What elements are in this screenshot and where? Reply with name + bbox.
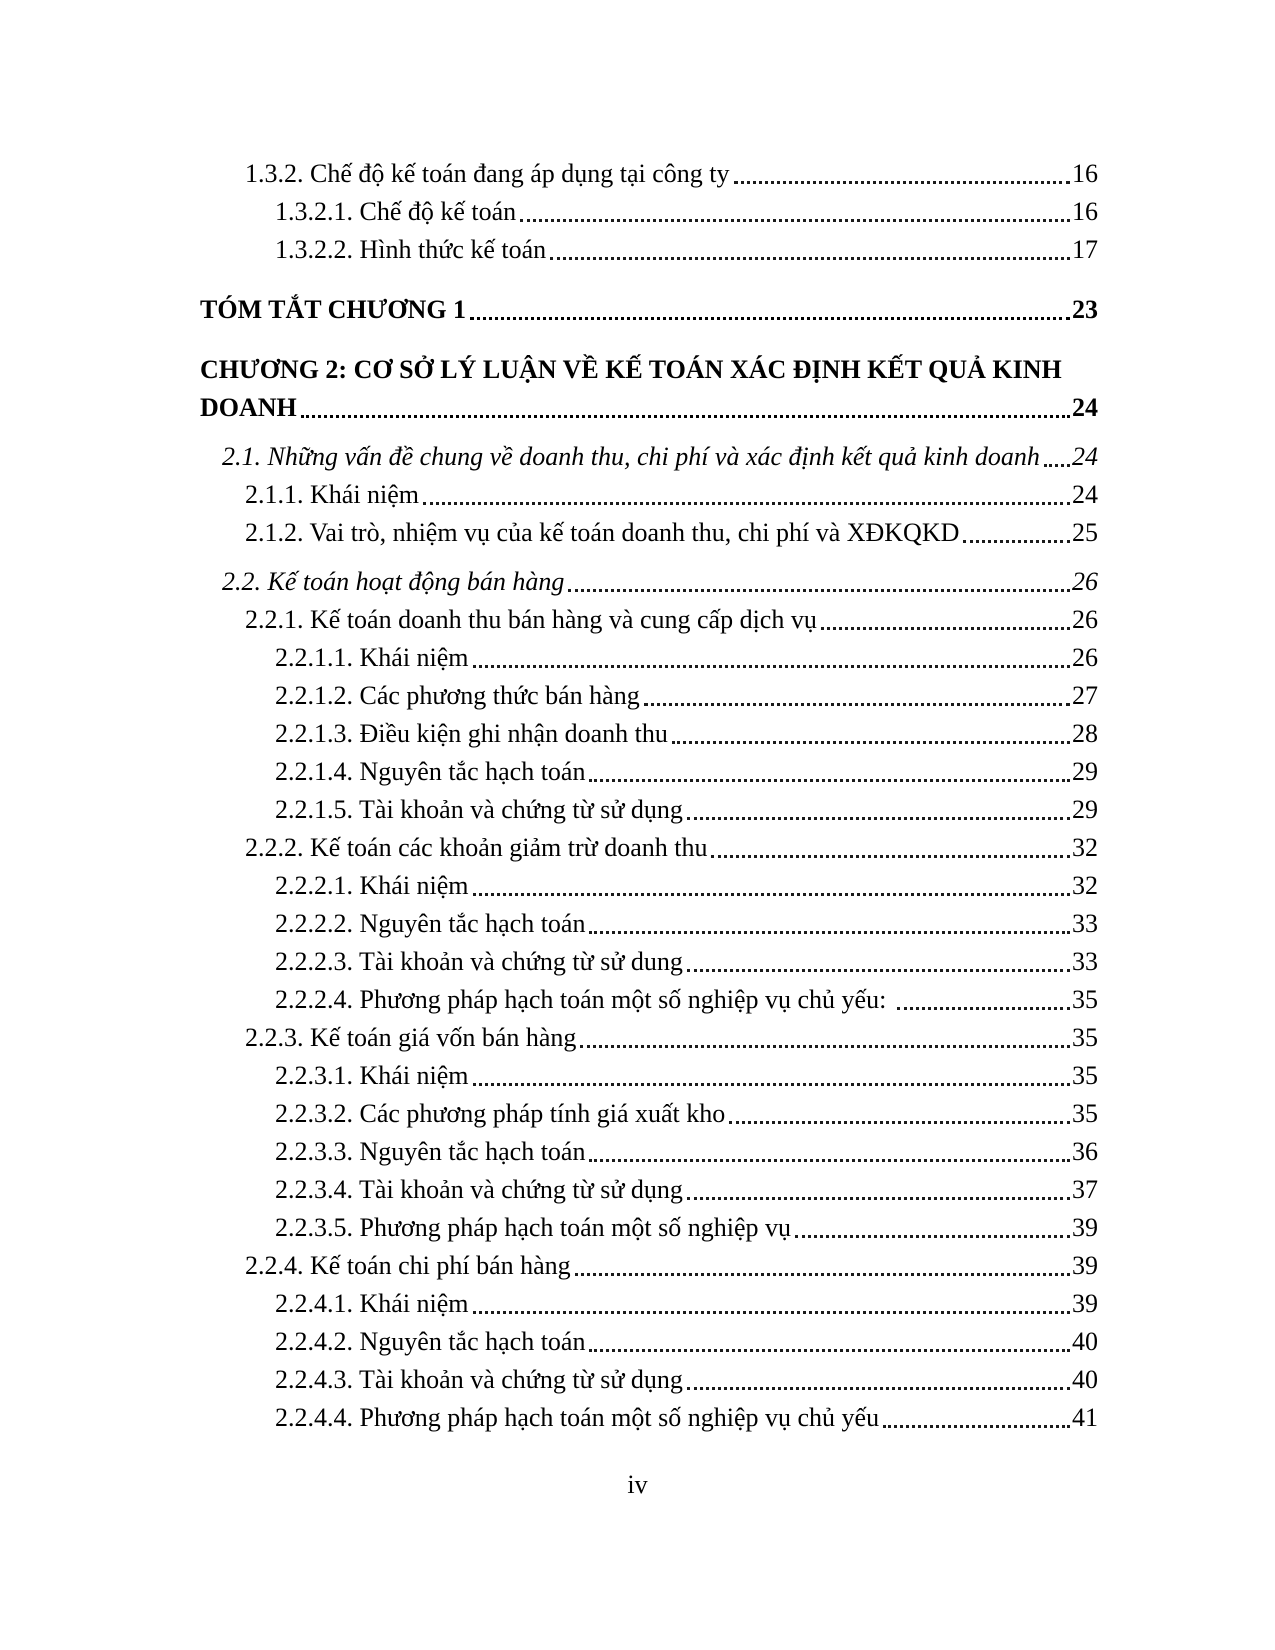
toc-page-number: 32 [1072,833,1098,862]
toc-entry-text: 2.2.4. Kế toán chi phí bán hàng [245,1251,571,1280]
toc-page-number: 24 [1072,393,1098,422]
toc-entry-text: 2.2.3. Kế toán giá vốn bán hàng [245,1023,577,1052]
toc-entry-text: 1.3.2.2. Hình thức kế toán [275,235,547,264]
dot-leader [589,1159,1070,1162]
dot-leader [473,893,1070,896]
toc-page-number: 23 [1072,295,1098,324]
toc-entry-text: 2.2.2.1. Khái niệm [275,871,469,900]
toc-page-number: 35 [1072,1023,1098,1052]
toc-entry [200,1019,1098,1057]
toc-entry [200,291,1098,329]
toc-page-number: 16 [1072,197,1098,226]
dot-leader [470,317,1070,320]
toc-entry [200,1247,1098,1285]
toc-entry-text: 2.2.3.5. Phương pháp hạch toán một số nghiệp vụ [275,1213,792,1242]
toc-page-number: 24 [1072,442,1098,471]
toc-entry-text: 2.1.2. Vai trò, nhiệm vụ của kế toán doanh thu, chi phí và XĐKQKD [245,518,960,547]
dot-leader [687,969,1070,972]
dot-leader [729,1121,1070,1124]
toc-page-number: 35 [1072,985,1098,1014]
toc-page-number: 26 [1072,567,1098,596]
toc-entry [200,231,1098,269]
toc-entry [200,438,1098,476]
toc-page-number: 27 [1072,681,1098,710]
toc-entry [200,829,1098,867]
toc-entry-text: 2.2.1.1. Khái niệm [275,643,469,672]
toc-entry [200,514,1098,552]
toc-entry [200,981,1098,1019]
toc-page-number: 39 [1072,1289,1098,1318]
toc-page-number: 29 [1072,795,1098,824]
toc-entry [200,193,1098,231]
toc-page-number: 26 [1072,605,1098,634]
toc-entry [200,1095,1098,1133]
dot-leader [734,181,1070,184]
toc-page-number: 40 [1072,1327,1098,1356]
dot-leader [795,1235,1070,1238]
dot-leader [883,1425,1070,1428]
toc-entry-text: 2.2.3.3. Nguyên tắc hạch toán [275,1137,586,1166]
dot-leader [589,779,1070,782]
toc-page-number: 25 [1072,518,1098,547]
toc-entry [200,1361,1098,1399]
toc-entry-text: 2.1.1. Khái niệm [245,480,420,509]
toc-entry-text: 2.2.4.1. Khái niệm [275,1289,469,1318]
dot-leader [423,502,1070,505]
page-number-footer: iv [627,1470,648,1499]
dot-leader [473,1083,1070,1086]
toc-entry-text: 2.2.1.3. Điều kiện ghi nhận doanh thu [275,719,668,748]
toc-entry [200,563,1098,601]
toc-entry-text: 2.2.2.4. Phương pháp hạch toán một số nghiệp vụ chủ yếu: [275,985,893,1014]
dot-leader [644,703,1070,706]
toc-entry [200,155,1098,193]
toc-entry-text: 1.3.2.1. Chế độ kế toán [275,197,517,226]
dot-leader [1044,464,1070,467]
dot-leader [520,219,1070,222]
toc-entry-text: 1.3.2. Chế độ kế toán đang áp dụng tại công ty [245,159,730,188]
toc-entry-text: 2.2.2.3. Tài khoản và chứng từ sử dung [275,947,683,976]
toc-entry-text: DOANH [200,393,297,422]
toc-entry [200,677,1098,715]
toc-entry-text: 2.2.4.3. Tài khoản và chứng từ sử dụng [275,1365,683,1394]
toc-page-number: 35 [1072,1099,1098,1128]
toc-page-number: 33 [1072,909,1098,938]
toc-entry-text: 2.2.1.5. Tài khoản và chứng từ sử dụng [275,795,683,824]
toc-entry-text: 2.2.3.2. Các phương pháp tính giá xuất kho [275,1099,726,1128]
toc-entry-text: 2.2.4.4. Phương pháp hạch toán một số nghiệp vụ chủ yếu [275,1403,880,1432]
dot-leader [568,589,1070,592]
dot-leader [575,1273,1070,1276]
toc-entry [200,1133,1098,1171]
toc-list [200,155,1098,1437]
toc-entry-text: 2.2.1.4. Nguyên tắc hạch toán [275,757,586,786]
toc-page-number: 39 [1072,1251,1098,1280]
dot-leader [897,1007,1070,1010]
dot-leader [580,1045,1070,1048]
dot-leader [687,817,1070,820]
toc-entry [200,1057,1098,1095]
toc-page-number: 33 [1072,947,1098,976]
dot-leader [687,1387,1070,1390]
toc-page-number: 40 [1072,1365,1098,1394]
dot-leader [473,1311,1070,1314]
toc-entry [200,1323,1098,1361]
toc-entry-text: 2.2.2.2. Nguyên tắc hạch toán [275,909,586,938]
toc-entry [200,476,1098,514]
toc-entry-text: 2.2.3.4. Tài khoản và chứng từ sử dụng [275,1175,683,1204]
toc-entry-text: 2.2. Kế toán hoạt động bán hàng [222,567,565,596]
toc-page-number: 35 [1072,1061,1098,1090]
toc-entry [200,791,1098,829]
toc-entry [200,1209,1098,1247]
toc-page-number: 16 [1072,159,1098,188]
toc-entry [200,601,1098,639]
toc-entry [200,1171,1098,1209]
toc-entry-text: 2.2.1.2. Các phương thức bán hàng [275,681,640,710]
toc-page-number: 37 [1072,1175,1098,1204]
toc-entry-text: 2.2.1. Kế toán doanh thu bán hàng và cung cấp dịch vụ [245,605,817,634]
toc-entry-text: CHƯƠNG 2: CƠ SỞ LÝ LUẬN VỀ KẾ TOÁN XÁC ĐỊNH KẾT QUẢ KINH [200,355,1062,384]
toc-entry-text: TÓM TẮT CHƯƠNG 1 [200,295,467,324]
dot-leader [589,1349,1070,1352]
toc-page-number: 28 [1072,719,1098,748]
toc-page-number: 39 [1072,1213,1098,1242]
toc-entry [200,943,1098,981]
toc-entry [200,715,1098,753]
toc-entry-text: 2.2.3.1. Khái niệm [275,1061,469,1090]
toc-entry [200,389,1098,427]
dot-leader [473,665,1070,668]
toc-entry [200,639,1098,677]
toc-page-number: 36 [1072,1137,1098,1166]
toc-page-number: 17 [1072,235,1098,264]
dot-leader [711,855,1070,858]
dot-leader [687,1197,1070,1200]
toc-entry [200,1399,1098,1437]
toc-entry-text: 2.1. Những vấn đề chung về doanh thu, chi phí và xác định kết quả kinh doanh [222,442,1040,471]
toc-entry [200,753,1098,791]
dot-leader [963,540,1070,543]
toc-entry [200,351,1098,389]
dot-leader [672,741,1070,744]
toc-entry-text: 2.2.2. Kế toán các khoản giảm trừ doanh thu [245,833,708,862]
toc-page-number: 24 [1072,480,1098,509]
toc-page-number: 26 [1072,643,1098,672]
dot-leader [589,931,1070,934]
toc-entry [200,905,1098,943]
dot-leader [821,627,1070,630]
toc-entry [200,1285,1098,1323]
toc-page-number: 32 [1072,871,1098,900]
dot-leader [301,415,1070,418]
toc-page-number: 41 [1072,1403,1098,1432]
toc-entry [200,867,1098,905]
dot-leader [550,257,1070,260]
toc-page-number: 29 [1072,757,1098,786]
toc-entry-text: 2.2.4.2. Nguyên tắc hạch toán [275,1327,586,1356]
